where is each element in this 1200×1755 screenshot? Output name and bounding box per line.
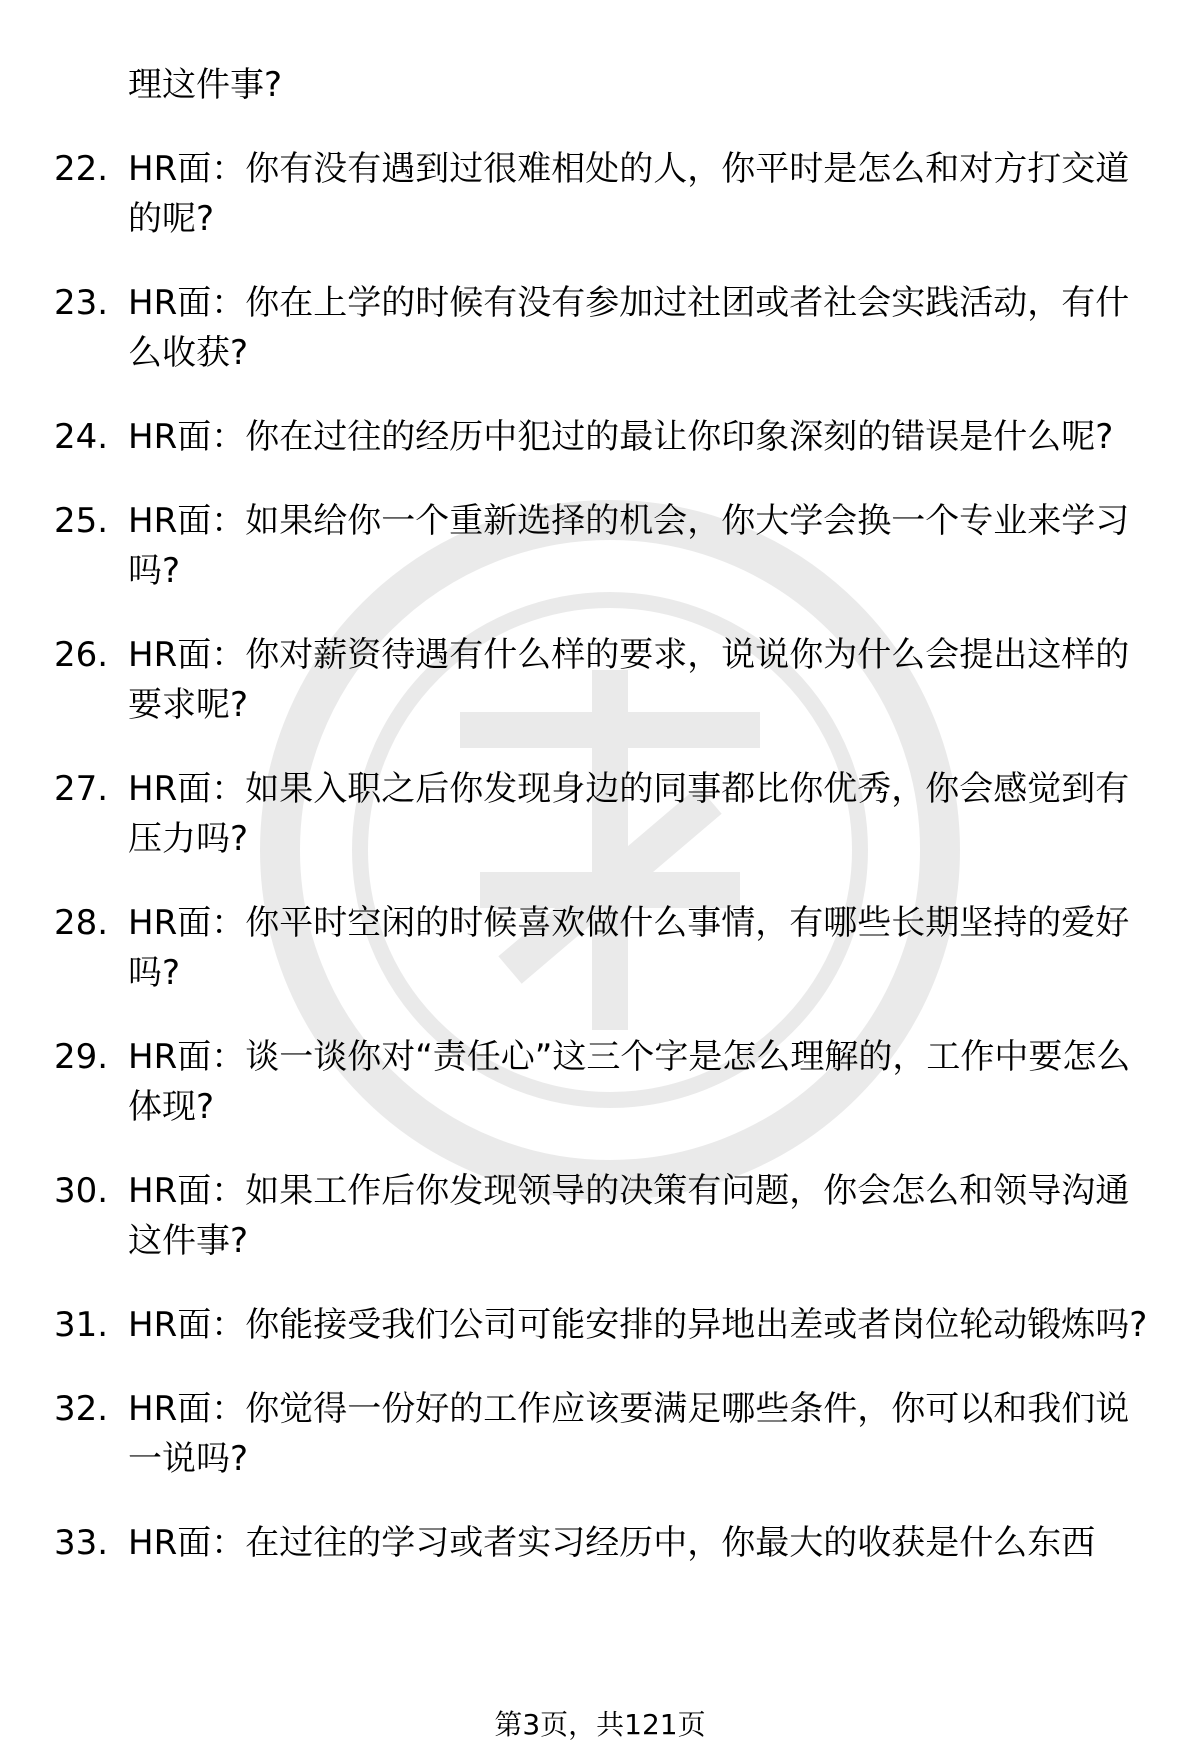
question-item xyxy=(0,412,1200,462)
question-item xyxy=(0,764,1200,864)
question-text: HR面：你平时空闲的时候喜欢做什么事情，有哪些长期坚持的爱好吗? xyxy=(128,903,1130,993)
question-number: 27. xyxy=(54,769,109,809)
question-number: 31. xyxy=(54,1305,109,1345)
question-text: HR面：你有没有遇到过很难相处的人，你平时是怎么和对方打交道的呢? xyxy=(128,149,1130,239)
question-number: 25. xyxy=(54,501,109,541)
question-item xyxy=(0,898,1200,998)
page-footer: 第3页，共121页 xyxy=(494,1708,706,1741)
question-text: HR面：如果工作后你发现领导的决策有问题，你会怎么和领导沟通这件事? xyxy=(128,1171,1130,1261)
question-text: HR面：你觉得一份好的工作应该要满足哪些条件，你可以和我们说一说吗? xyxy=(128,1389,1130,1479)
question-text: HR面：你在上学的时候有没有参加过社团或者社会实践活动，有什么收获? xyxy=(128,283,1130,373)
question-number: 32. xyxy=(54,1389,109,1429)
question-text: HR面：你在过往的经历中犯过的最让你印象深刻的错误是什么呢? xyxy=(128,417,1114,457)
continued-text: 理这件事? xyxy=(128,65,283,105)
question-number: 26. xyxy=(54,635,109,675)
question-item xyxy=(0,1032,1200,1132)
question-item xyxy=(0,496,1200,596)
question-text: HR面：如果给你一个重新选择的机会，你大学会换一个专业来学习吗? xyxy=(128,501,1130,591)
question-item xyxy=(0,1518,1200,1568)
question-text: HR面：你能接受我们公司可能安排的异地出差或者岗位轮动锻炼吗? xyxy=(128,1305,1148,1345)
question-text: HR面：在过往的学习或者实习经历中，你最大的收获是什么东西 xyxy=(128,1523,1096,1563)
question-number: 33. xyxy=(54,1523,109,1563)
question-number: 30. xyxy=(54,1171,109,1211)
question-text: HR面：谈一谈你对“责任心”这三个字是怎么理解的，工作中要怎么体现? xyxy=(128,1037,1131,1127)
question-item xyxy=(0,1166,1200,1266)
question-item xyxy=(0,278,1200,378)
question-list xyxy=(0,60,1200,1568)
question-number: 23. xyxy=(54,283,109,323)
question-text: HR面：如果入职之后你发现身边的同事都比你优秀，你会感觉到有压力吗? xyxy=(128,769,1130,859)
question-item xyxy=(0,1384,1200,1484)
question-number: 22. xyxy=(54,149,109,189)
question-number: 28. xyxy=(54,903,109,943)
question-item xyxy=(0,144,1200,244)
question-text: HR面：你对薪资待遇有什么样的要求，说说你为什么会提出这样的要求呢? xyxy=(128,635,1130,725)
question-number: 24. xyxy=(54,417,109,457)
question-item xyxy=(0,1300,1200,1350)
question-number: 29. xyxy=(54,1037,109,1077)
question-item xyxy=(0,630,1200,730)
